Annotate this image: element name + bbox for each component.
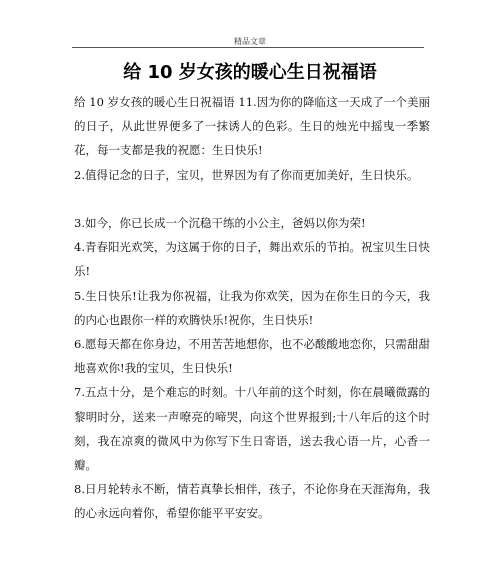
document-title: 给 10 岁女孩的暖心生日祝福语: [123, 62, 377, 83]
paragraph-2: 2.值得记念的日子，宝贝，世界因为有了你而更加美好，生日快乐。: [74, 167, 419, 182]
paragraph-6: 6.愿每天都在你身边，不用苦苦地想你，也不必酸酸地恋你，只需甜甜地喜欢你!我的宝贝，生日快乐!: [74, 337, 430, 376]
paragraph-1: 给 10 岁女孩的暖心生日祝福语 11.因为你的降临这一天成了一个美丽的日子，从此世界便多了一抹诱人的色彩。生日的烛光中摇曳一季繁花，每一支都是我的祝愿：生日快乐!: [74, 95, 430, 158]
paragraph-4: 4.青春阳光欢笑，为这属于你的日子，舞出欢乐的节拍。祝宝贝生日快乐!: [74, 240, 430, 279]
page-header-label: 精品文章: [234, 37, 266, 46]
paragraph-8: 8.日月轮转永不断，情若真挚长相伴，孩子，不论你身在天涯海角，我的心永远向着你，希望你能平平安安。: [74, 482, 430, 521]
blank-line: [74, 187, 430, 211]
document-body: [74, 90, 430, 526]
header-divider: [72, 47, 424, 48]
paragraph-3: 3.如今，你已长成一个沉稳干练的小公主，爸妈以你为荣!: [74, 216, 366, 230]
paragraph-5: 5.生日快乐!让我为你祝福，让我为你欢笑，因为在你生日的今天，我的内心也跟你一样的欢腾快乐!祝你，生日快乐!: [74, 288, 430, 327]
paragraph-7: 7.五点十分，是个难忘的时刻。十八年前的这个时刻，你在晨曦微露的黎明时分，送来一声嘹亮的啼哭，向这个世界报到;十八年后的这个时刻，我在凉爽的微风中为你写下生日寄语，送去我心语一片，心香一瓣。: [74, 385, 430, 473]
